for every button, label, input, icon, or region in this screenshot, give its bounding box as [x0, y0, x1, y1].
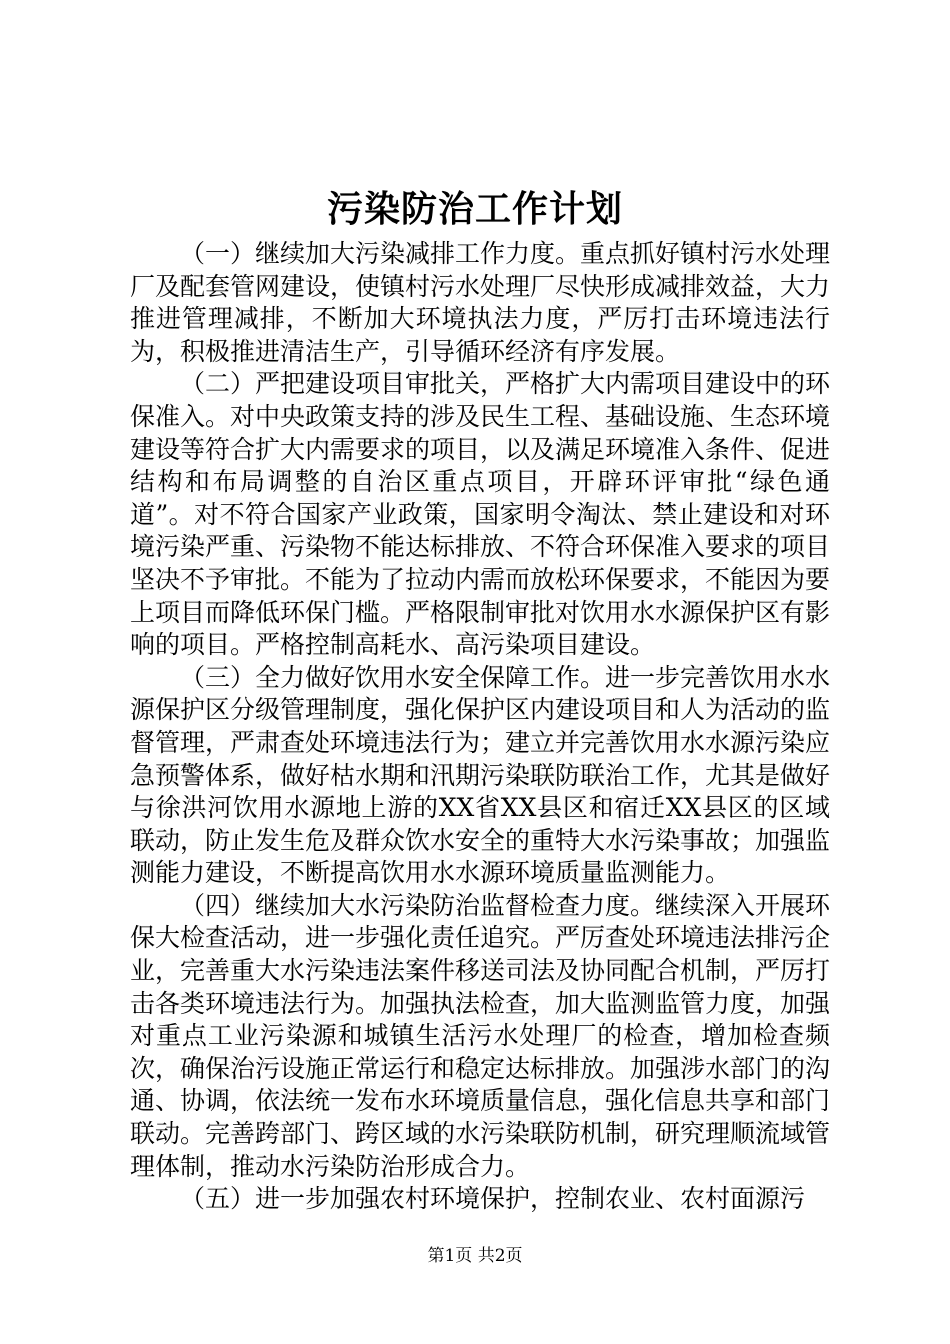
document-body	[130, 238, 830, 1216]
page-number-footer: 第1页 共2页	[427, 1246, 523, 1266]
paragraph-4: （四）继续加大水污染防治监督检查力度。继续深入开展环保大检查活动，进一步强化责任追究。严厉查处环境违法排污企业，完善重大水污染违法案件移送司法及协同配合机制，严厉打击各类环境违法行为。加强执法检查，加大监测监管力度，加强对重点工业污染源和城镇生活污水处理厂的检查，增加检查频次，确保治污设施正常运行和稳定达标排放。加强涉水部门的沟通、协调，依法统一发布水环境质量信息，强化信息共享和部门联动。完善跨部门、跨区域的水污染联防机制，研究理顺流域管理体制，推动水污染防治形成合力。	[130, 890, 831, 1181]
document-title: 污染防治工作计划	[326, 188, 623, 230]
paragraph-3: （三）全力做好饮用水安全保障工作。进一步完善饮用水水源保护区分级管理制度，强化保护区内建设项目和人为活动的监督管理，严肃查处环境违法行为；建立并完善饮用水水源污染应急预警体系，做好枯水期和汛期污染联防联治工作，尤其是做好与徐洪河饮用水源地上游的XX省XX县区和宿迁XX县区的区域联动，防止发生危及群众饮水安全的重特大水污染事故；加强监测能力建设，不断提高饮用水水源环境质量监测能力。	[130, 662, 831, 888]
paragraph-2: （二）严把建设项目审批关，严格扩大内需项目建设中的环保准入。对中央政策支持的涉及民生工程、基础设施、生态环境建设等符合扩大内需要求的项目，以及满足环境准入条件、促进结构和布局调整的自治区重点项目，开辟环评审批“绿色通道”。对不符合国家产业政策，国家明令淘汰、禁止建设和对环境污染严重、污染物不能达标排放、不符合环保准入要求的项目坚决不予审批。不能为了拉动内需而放松环保要求，不能因为要上项目而降低环保门槛。严格限制审批对饮用水水源保护区有影响的项目。严格控制高耗水、高污染项目建设。	[130, 369, 831, 660]
paragraph-5: （五）进一步加强农村环境保护，控制农业、农村面源污	[180, 1184, 806, 1214]
paragraph-1: （一）继续加大污染减排工作力度。重点抓好镇村污水处理厂及配套管网建设，使镇村污水处理厂尽快形成减排效益，大力推进管理减排，不断加大环境执法力度，严厉打击环境违法行为，积极推进清洁生产，引导循环经济有序发展。	[130, 239, 831, 366]
